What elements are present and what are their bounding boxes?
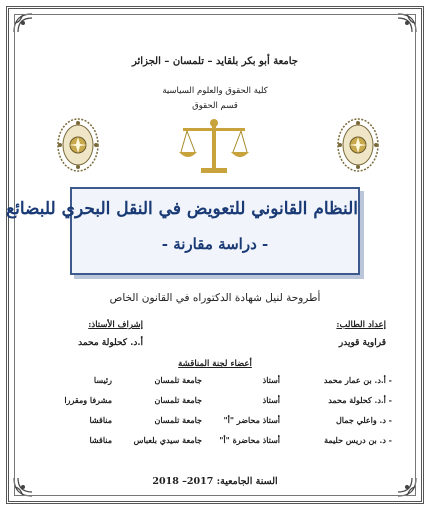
student-label: إعداد الطالب:: [336, 320, 386, 330]
member-role: رئيسا: [93, 375, 112, 385]
member-name: - أ.د. كحلولة محمد: [328, 395, 392, 405]
university-seal-icon: [54, 115, 102, 175]
member-role: مناقشا: [89, 435, 112, 445]
committee-table: [0, 375, 430, 455]
university-seal-icon: [334, 115, 382, 175]
member-name: - د. واعلي جمال: [335, 415, 392, 425]
member-rank: أستاذ محاضرة "أ": [219, 435, 280, 445]
member-name: - د. بن دريس حليمة: [324, 435, 392, 445]
member-university: جامعة تلمسان: [154, 395, 202, 405]
thesis-subtitle: - دراسة مقارنة -: [161, 235, 269, 253]
member-role: مشرفا ومقررا: [64, 395, 112, 405]
thesis-title-box: [6, 187, 360, 275]
committee-title: أعضاء لجنة المناقشة: [178, 359, 252, 369]
member-rank: أستاذ: [262, 375, 280, 385]
university-name: جامعة أبو بكر بلقايد – تلمسان – الجزائر: [132, 56, 298, 67]
member-university: جامعة تلمسان: [154, 415, 202, 425]
department-name: قسم الحقوق: [192, 101, 238, 111]
member-rank: أستاذ: [262, 395, 280, 405]
member-role: مناقشا: [89, 415, 112, 425]
member-name: - أ.د. بن عمار محمد: [323, 375, 392, 385]
academic-year: السنة الجامعية: 2017– 2018: [152, 476, 278, 487]
member-university: جامعة تلمسان: [154, 375, 202, 385]
student-name: قراوية قويدر: [338, 338, 386, 348]
member-rank: أستاذ محاضر "أ": [223, 415, 280, 425]
thesis-title: النظام القانوني للتعويض في النقل البحري للبضائع: [6, 199, 358, 219]
supervisor-label: إشراف الأستاذ:: [88, 320, 143, 330]
supervisor-name: أ.د. كحلولة محمد: [78, 338, 143, 348]
scales-of-justice-icon: [177, 118, 251, 176]
thesis-statement: أطروحة لنيل شهادة الدكتوراه في القانون الخاص: [109, 292, 321, 304]
faculty-name: كلية الحقوق والعلوم السياسية: [162, 86, 268, 96]
member-university: جامعة سيدي بلعباس: [133, 435, 202, 445]
